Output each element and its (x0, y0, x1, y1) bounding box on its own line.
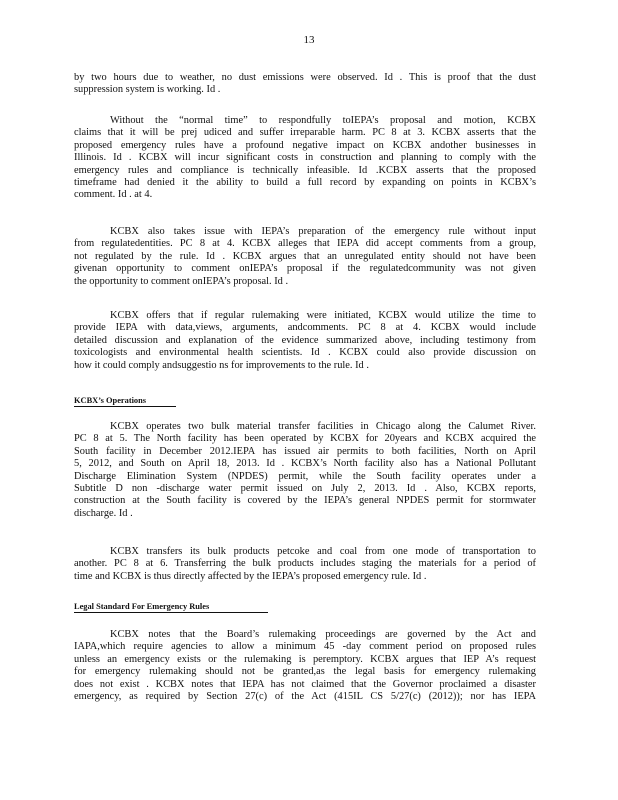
text-line: suppression system is working. Id . (74, 84, 221, 96)
text-line: PC 8 at 5. The North facility has been operated by KCBX for 20years and KCBX acquired the (74, 433, 536, 445)
text-line: comment. Id . at 4. (74, 189, 153, 201)
text-line: KCBX notes that the Board’s rulemaking proceedings are governed by the Act and (110, 629, 536, 640)
text-line: Illinois. Id . KCBX will incur significant costs in construction and planning to comply with the (74, 152, 536, 164)
text-line: unless an emergency exists or the rulemaking is peremptory. KCBX argues that IEP A’s request (74, 653, 536, 665)
text-line: does not exist . KCBX notes that IEPA has not claimed that the Governor proclaimed a disaster (74, 678, 536, 690)
text-line: emergency, as required by Section 27(c) of the Act (415IL CS 5/27(c) (2012)); nor has IEPA (74, 691, 536, 703)
text-line: KCBX offers that if regular rulemaking were initiated, KCBX would utilize the time to (110, 310, 536, 321)
paragraph-2 (74, 115, 536, 202)
text-line: IAPA,which require agencies to allow a minimum 45 -day comment period on proposed rules (74, 641, 536, 653)
paragraph-5 (74, 421, 536, 520)
text-line: discharge. Id . (74, 507, 133, 519)
text-line: Without the “normal time” to respondfully toIEPA’s proposal and motion, KCBX (110, 115, 536, 126)
paragraph-1 (74, 72, 536, 97)
text-line: provide IEPA with data,views, arguments, andcomments. PC 8 at 4. KCBX would include (74, 322, 536, 334)
paragraph-6 (74, 546, 536, 583)
text-line: detailed discussion and explanation of the evidence summarized above, including testimony from (74, 334, 536, 346)
text-line: for emergency rulemaking should not be granted,as the legal basis for emergency rulemaking (74, 666, 536, 678)
page-number: 13 (303, 34, 315, 46)
text-line: Subtitle D non -discharge water permit issued on July 2, 2013. Id . Also, KCBX reports, (74, 483, 536, 495)
text-line: 5, 2012, and South on April 18, 2013. Id . KCBX’s North facility also has a National Pollutant (74, 458, 536, 470)
text-line: by two hours due to weather, no dust emissions were observed. Id . This is proof that the dust (74, 72, 536, 83)
text-line: proposed emergency rules have a profound negative impact on KCBX andother businesses in (74, 139, 536, 151)
text-line: claims that it will be prej udiced and suffer irreparable harm. PC 8 at 3. KCBX asserts that the (74, 127, 536, 139)
paragraph-3 (74, 226, 536, 288)
section-heading-operations: KCBX’s Operations (74, 395, 176, 407)
text-line: givenan opportunity to comment onIEPA’s proposal if the regulatedcommunity was not given (74, 263, 536, 275)
text-line: from regulatedentities. PC 8 at 4. KCBX alleges that IEPA did accept comments from a group, (74, 238, 536, 250)
section-heading-legal-standard: Legal Standard For Emergency Rules (74, 601, 268, 613)
text-line: timeframe had denied it the ability to build a full record by expanding on points in KCBX’s (74, 177, 536, 189)
paragraph-4 (74, 310, 536, 372)
text-line: Discharge Elimination System (NPDES) permit, while the South facility operates under a (74, 470, 536, 482)
text-line: another. PC 8 at 6. Transferring the bulk products includes staging the materials for a period of (74, 558, 536, 570)
text-line: toxicologists and environmental health scientists. Id . KCBX could also provide discussion on (74, 347, 536, 359)
text-line: time and KCBX is thus directly affected by the IEPA’s proposed emergency rule. Id . (74, 570, 427, 582)
text-line: South facility in December 2012.IEPA has issued air permits to both facilities, North on April (74, 445, 536, 457)
paragraph-7 (74, 629, 536, 703)
text-line: construction at the South facility is covered by the IEPA’s general NPDES permit for stormwater (74, 495, 536, 507)
text-line: KCBX transfers its bulk products petcoke and coal from one mode of transportation to (110, 546, 536, 557)
text-line: how it could comply andsuggestio ns for improvements to the rule. Id . (74, 359, 369, 371)
text-line: emergency rules and compliance is technically infeasible. Id .KCBX asserts that the proposed (74, 164, 536, 176)
text-line: not regulated by the rule. Id . KCBX argues that an unregulated entity should not have been (74, 250, 536, 262)
text-line: KCBX also takes issue with IEPA’s preparation of the emergency rule without input (110, 226, 536, 237)
text-line: the opportunity to comment onIEPA’s proposal. Id . (74, 275, 289, 287)
text-line: KCBX operates two bulk material transfer facilities in Chicago along the Calumet River. (110, 421, 536, 432)
